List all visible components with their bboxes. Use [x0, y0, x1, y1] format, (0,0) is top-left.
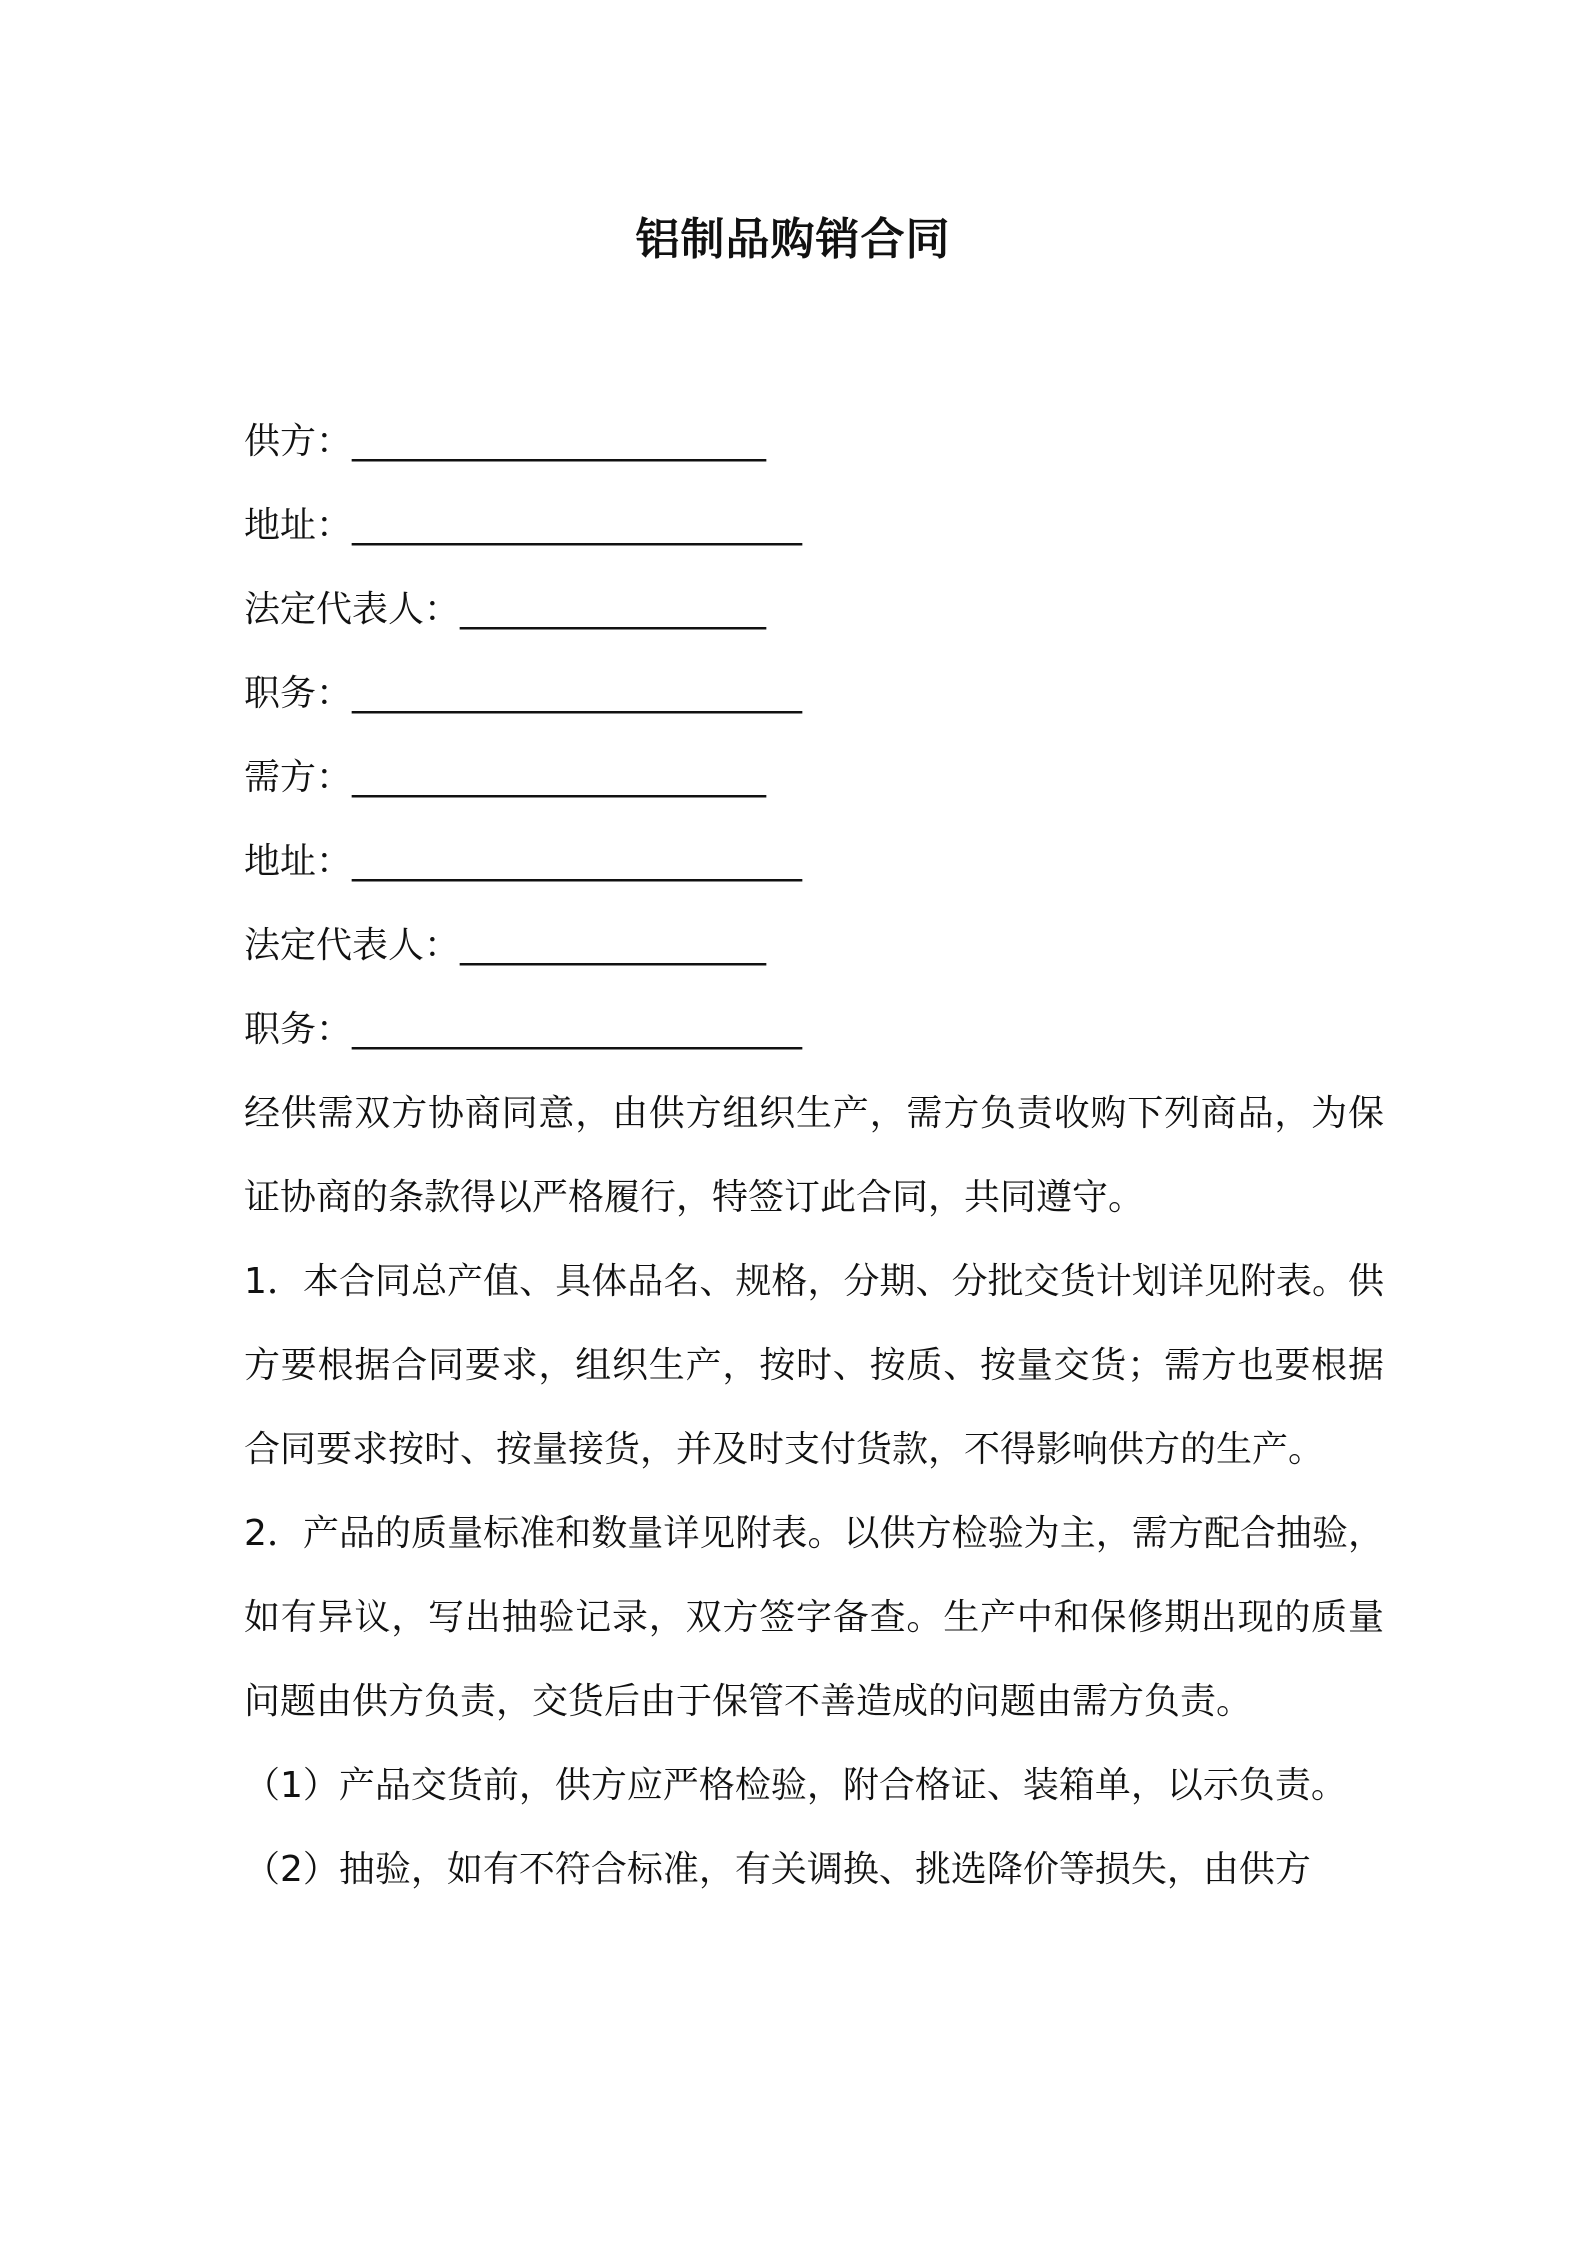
field-blank: _______________________ — [352, 421, 767, 462]
field-buyer-address — [244, 820, 1384, 904]
paragraph-clause-2: 2．产品的质量标准和数量详见附表。以供方检验为主，需方配合抽验，如有异议，写出抽验记录，双方签字备查。生产中和保修期出现的质量问题由供方负责，交货后由于保管不善造成的问题由需方负责。 — [244, 1513, 1384, 1722]
paragraph-clause-1: 1．本合同总产值、具体品名、规格，分期、分批交货计划详见附表。供方要根据合同要求，组织生产，按时、按质、按量交货；需方也要根据合同要求按时、按量接货，并及时支付货款，不得影响供方的生产。 — [244, 1261, 1384, 1470]
field-supplier-address — [244, 484, 1384, 568]
field-label: 法定代表人： — [244, 925, 461, 966]
field-supplier-legal-rep — [244, 568, 1384, 652]
field-supplier-position — [244, 652, 1384, 736]
field-buyer-legal-rep — [244, 904, 1384, 988]
field-label: 地址： — [244, 841, 353, 882]
field-buyer-position — [244, 988, 1384, 1072]
field-label: 职务： — [244, 673, 353, 714]
field-supplier — [244, 400, 1384, 484]
paragraph-preamble: 经供需双方协商同意，由供方组织生产，需方负责收购下列商品，为保证协商的条款得以严格履行，特签订此合同，共同遵守。 — [244, 1093, 1384, 1218]
field-blank: _________________________ — [352, 841, 803, 882]
field-blank: _________________________ — [352, 505, 803, 546]
field-label: 供方： — [244, 421, 353, 462]
field-blank: _________________ — [460, 925, 767, 966]
field-blank: _________________________ — [352, 673, 803, 714]
paragraph-clause-2-2: （2）抽验，如有不符合标准，有关调换、挑选降价等损失，由供方 — [244, 1849, 1311, 1890]
field-label: 法定代表人： — [244, 589, 461, 630]
field-label: 地址： — [244, 505, 353, 546]
field-label: 职务： — [244, 1009, 353, 1050]
document-title: 铝制品购销合同 — [635, 214, 951, 265]
field-blank: _________________ — [460, 589, 767, 630]
field-blank: _______________________ — [352, 757, 767, 798]
field-label: 需方： — [244, 757, 353, 798]
field-buyer — [244, 736, 1384, 820]
document-body — [244, 400, 1384, 1912]
field-blank: _________________________ — [352, 1009, 803, 1050]
paragraph-clause-2-1: （1）产品交货前，供方应严格检验，附合格证、装箱单，以示负责。 — [244, 1765, 1347, 1806]
